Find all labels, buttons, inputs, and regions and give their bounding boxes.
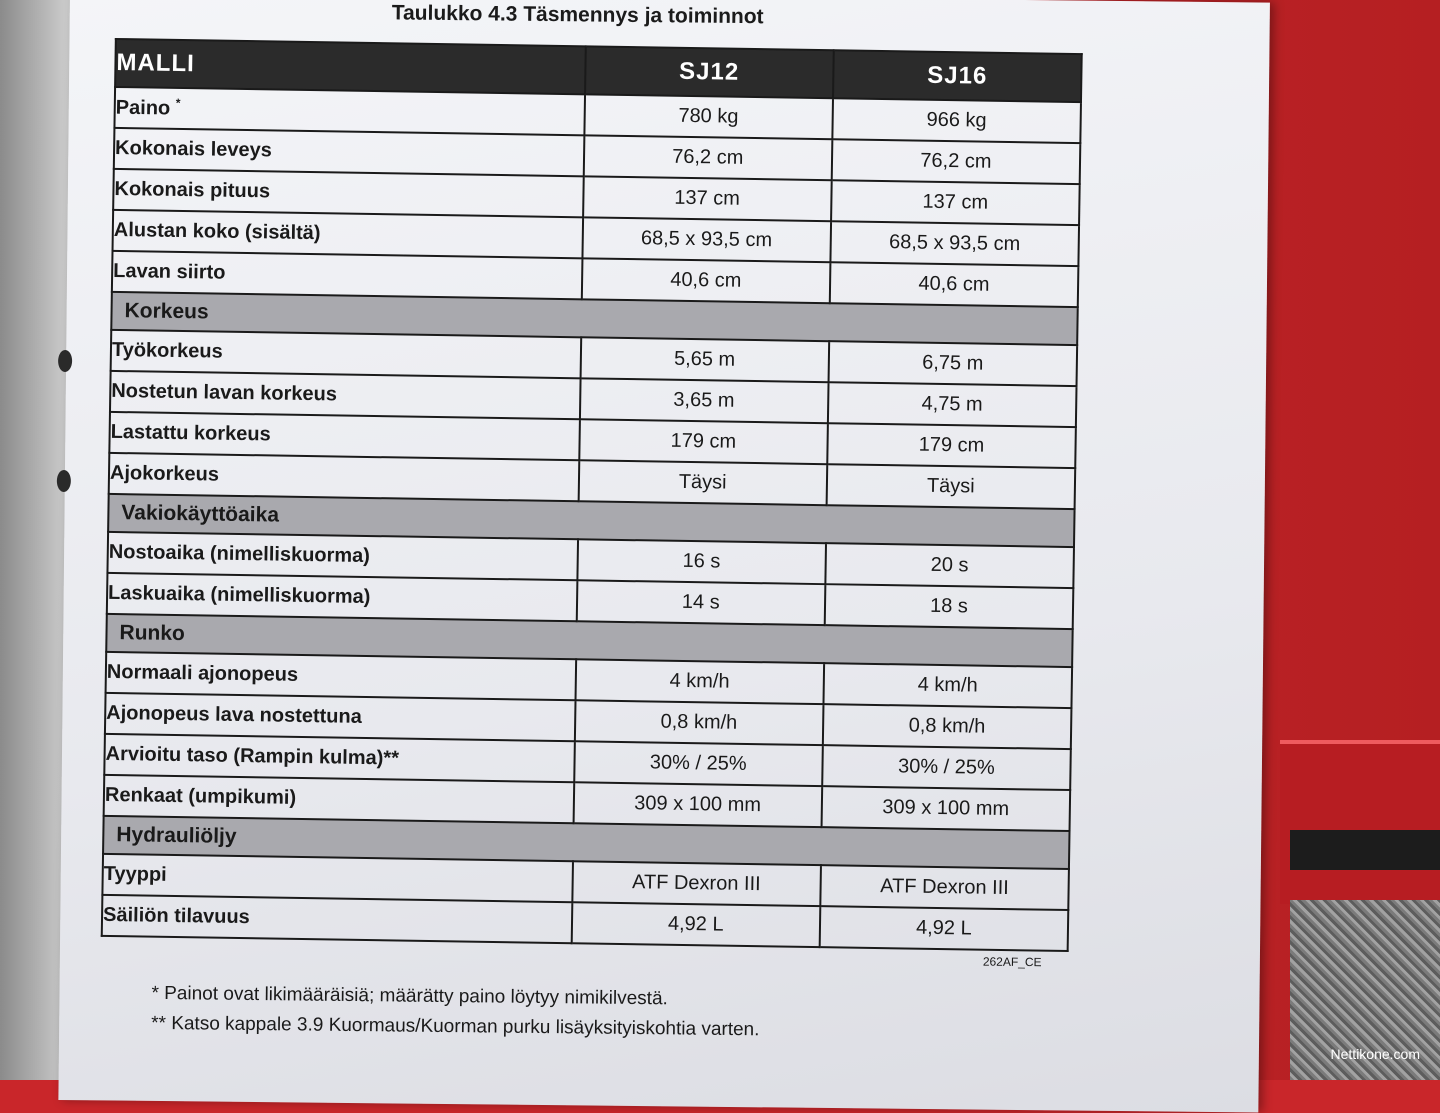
value-sj12: 76,2 cm bbox=[583, 135, 832, 180]
value-sj12: 14 s bbox=[576, 580, 825, 625]
row-label: Lavan siirto bbox=[112, 251, 582, 299]
machine-dark-part bbox=[1290, 830, 1440, 870]
row-label: Lastattu korkeus bbox=[109, 412, 579, 460]
value-sj16: 0,8 km/h bbox=[823, 704, 1072, 749]
value-sj16: 6,75 m bbox=[828, 341, 1077, 386]
value-sj12: ATF Dexron III bbox=[572, 861, 821, 906]
value-sj12: 0,8 km/h bbox=[575, 700, 824, 745]
header-sj12: SJ12 bbox=[585, 46, 834, 98]
header-sj16: SJ16 bbox=[833, 50, 1082, 102]
row-label: Arvioitu taso (Rampin kulma)** bbox=[104, 734, 574, 782]
asterisk-mark: * bbox=[175, 96, 181, 111]
value-sj12: 4,92 L bbox=[571, 902, 820, 947]
value-sj16: 18 s bbox=[825, 584, 1074, 629]
row-label: Ajokorkeus bbox=[109, 453, 579, 501]
watermark: Nettikone.com bbox=[1330, 1046, 1420, 1062]
row-label: Nostoaika (nimelliskuorma) bbox=[107, 532, 577, 580]
value-sj16: 966 kg bbox=[832, 98, 1081, 143]
row-label: Paino * bbox=[114, 87, 584, 135]
value-sj16: 30% / 25% bbox=[822, 745, 1071, 790]
section-title: Runko bbox=[106, 614, 1072, 667]
table-code: 262AF_CE bbox=[982, 954, 1042, 970]
value-sj16: 20 s bbox=[825, 543, 1074, 588]
row-label: Säiliön tilavuus bbox=[102, 895, 572, 943]
value-sj12: 40,6 cm bbox=[581, 258, 830, 303]
row-label: Normaali ajonopeus bbox=[106, 652, 576, 700]
header-model: MALLI bbox=[115, 39, 585, 94]
row-label: Kokonais pituus bbox=[113, 169, 583, 217]
row-label: Renkaat (umpikumi) bbox=[104, 775, 574, 823]
section-title: Hydrauliöljy bbox=[103, 816, 1069, 869]
section-title: Korkeus bbox=[111, 292, 1077, 345]
value-sj12: 30% / 25% bbox=[574, 741, 823, 786]
value-sj16: 68,5 x 93,5 cm bbox=[830, 221, 1079, 266]
section-title: Vakiokäyttöaika bbox=[108, 494, 1074, 547]
value-sj16: 179 cm bbox=[827, 423, 1076, 468]
value-sj12: Täysi bbox=[578, 460, 827, 505]
value-sj16: ATF Dexron III bbox=[820, 865, 1069, 910]
row-label: Ajonopeus lava nostettuna bbox=[105, 693, 575, 741]
footnote-ramp: ** Katso kappale 3.9 Kuormaus/Kuorman purku lisäyksityiskohtia varten. bbox=[151, 1012, 760, 1041]
row-label: Kokonais leveys bbox=[114, 128, 584, 176]
machine-panel bbox=[1280, 740, 1440, 904]
manual-page bbox=[58, 0, 1270, 1113]
binder-hole bbox=[58, 350, 72, 372]
value-sj12: 5,65 m bbox=[580, 337, 829, 382]
value-sj16: 76,2 cm bbox=[832, 139, 1081, 184]
binder-hole bbox=[57, 470, 71, 492]
footnote-weight: * Painot ovat likimääräisiä; määrätty paino löytyy nimikilvestä. bbox=[151, 982, 668, 1010]
value-sj12: 4 km/h bbox=[575, 659, 824, 704]
value-sj16: Täysi bbox=[826, 464, 1075, 509]
value-sj12: 309 x 100 mm bbox=[573, 782, 822, 827]
row-label: Laskuaika (nimelliskuorma) bbox=[107, 573, 577, 621]
value-sj16: 309 x 100 mm bbox=[821, 786, 1070, 831]
value-sj12: 68,5 x 93,5 cm bbox=[582, 217, 831, 262]
row-label: Alustan koko (sisältä) bbox=[113, 210, 583, 258]
value-sj16: 137 cm bbox=[831, 180, 1080, 225]
value-sj12: 3,65 m bbox=[580, 378, 829, 423]
value-sj12: 780 kg bbox=[584, 94, 833, 139]
value-sj16: 4,75 m bbox=[828, 382, 1077, 427]
row-label: Nostetun lavan korkeus bbox=[110, 371, 580, 419]
spec-table bbox=[101, 38, 1083, 952]
row-label: Tyyppi bbox=[102, 854, 572, 902]
value-sj12: 179 cm bbox=[579, 419, 828, 464]
value-sj16: 40,6 cm bbox=[830, 262, 1079, 307]
value-sj12: 137 cm bbox=[583, 176, 832, 221]
table-title: Taulukko 4.3 Täsmennys ja toiminnot bbox=[391, 1, 764, 29]
value-sj16: 4,92 L bbox=[819, 906, 1068, 951]
value-sj12: 16 s bbox=[577, 539, 826, 584]
value-sj16: 4 km/h bbox=[823, 663, 1072, 708]
row-label: Työkorkeus bbox=[111, 330, 581, 378]
